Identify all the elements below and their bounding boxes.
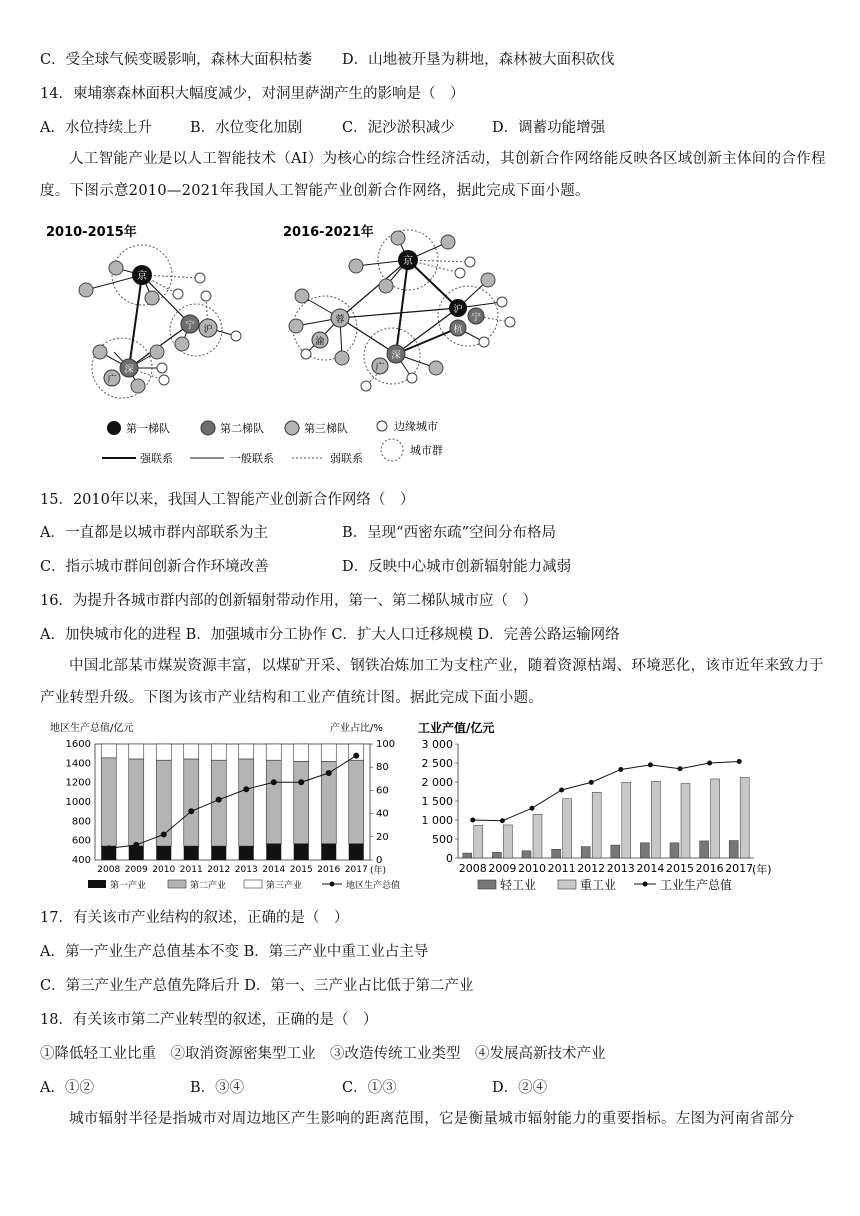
svg-text:第一梯队: 第一梯队 [126, 422, 170, 435]
bar-secondary [129, 759, 144, 846]
bar-primary [129, 846, 144, 860]
q18-option-d: D．②④ [492, 1080, 548, 1096]
chart1-ytick-left: 1600 [65, 739, 91, 750]
chart2-ytick: 2 500 [421, 757, 453, 770]
bar-heavy-industry [681, 784, 690, 858]
industry-structure-chart [40, 716, 420, 896]
chart2-ytick: 0 [446, 852, 453, 865]
chart1-ytick-right: 60 [376, 785, 389, 797]
bar-heavy-industry [503, 825, 512, 858]
chart1-xtick: 2015 [289, 865, 313, 875]
gdp-point [353, 753, 359, 759]
network-title-right: 2016-2021年 [283, 225, 374, 240]
gdp-point [271, 779, 277, 785]
svg-text:城市群: 城市群 [410, 444, 443, 457]
chart2-ytick: 1 500 [421, 795, 453, 808]
chart2-xtick: 2012 [577, 862, 606, 875]
bar-tertiary [101, 744, 116, 758]
bar-secondary [211, 760, 226, 846]
gdp-point [243, 786, 249, 792]
q18-option-b: B．③④ [190, 1080, 245, 1096]
q15-option-b: B．呈现“西密东疏”空间分布格局 [342, 525, 556, 541]
chart2-xtick: 2010 [518, 862, 546, 875]
chart1-legend [88, 879, 400, 891]
svg-text:宁: 宁 [471, 313, 481, 323]
svg-text:工业生产总值: 工业生产总值 [660, 878, 733, 892]
svg-text:第一产业: 第一产业 [110, 881, 147, 891]
bar-light-industry [729, 841, 738, 858]
total-output-point [737, 759, 742, 764]
svg-text:京: 京 [403, 256, 413, 267]
chart1-xtick: 2014 [262, 865, 286, 875]
chart1-ytick-left: 600 [71, 835, 91, 847]
bar-primary [294, 844, 309, 860]
total-output-point [678, 766, 683, 771]
bar-primary [239, 846, 254, 860]
q14-option-c: C．泥沙淤积减少 [342, 120, 455, 136]
total-output-point [589, 780, 594, 785]
svg-text:沪: 沪 [453, 305, 463, 315]
svg-text:第三梯队: 第三梯队 [304, 422, 348, 435]
intro-coal-paragraph: 中国北部某市煤炭资源丰富，以煤矿开采、钢铁冶炼加工为支柱产业，随着资源枯竭、环境恶化，该市近年来致力于产业转型升级。下图为该市产业结构和工业产值统计图。据此完成下面小题。 [40, 658, 824, 706]
bar-light-industry [492, 852, 501, 858]
bar-secondary [101, 758, 116, 846]
svg-text:地区生产总值: 地区生产总值 [346, 881, 401, 891]
chart2-ytick: 3 000 [421, 738, 453, 751]
svg-text:第二梯队: 第二梯队 [220, 422, 264, 435]
chart2-ytick: 1 000 [421, 814, 453, 827]
chart1-xtick: 2016 [317, 865, 341, 875]
chart1-ylabel-right: 产业占比/% [330, 723, 383, 734]
svg-text:一般联系: 一般联系 [230, 452, 274, 465]
q14-option-d: D．调蓄功能增强 [492, 120, 606, 136]
chart1-xtick: 2017 [344, 865, 368, 875]
chart1-xtick: 2013 [234, 865, 258, 875]
svg-text:第三产业: 第三产业 [266, 881, 303, 891]
bar-light-industry [581, 847, 590, 858]
bar-primary [349, 844, 364, 860]
svg-text:弱联系: 弱联系 [330, 452, 363, 465]
bar-heavy-industry [740, 777, 749, 858]
chart2-xtick: 2016 [695, 862, 724, 875]
bar-tertiary [294, 744, 309, 761]
gdp-line [109, 756, 357, 849]
bar-primary [266, 844, 281, 860]
svg-text:渝: 渝 [315, 337, 325, 347]
bar-tertiary [266, 744, 281, 760]
bar-primary [184, 846, 199, 860]
q15-option-a: A．一直都是以城市群内部联系为主 [40, 525, 268, 541]
total-output-point [648, 762, 653, 767]
bar-secondary [294, 761, 309, 843]
chart1-ytick-right: 40 [376, 808, 389, 820]
chart1-xtick: 2010 [152, 865, 176, 875]
bar-primary [156, 846, 171, 860]
chart2-ytick: 500 [432, 833, 453, 846]
chart1-ytick-left: 1200 [65, 777, 91, 789]
q15-option-c: C．指示城市群间创新合作环境改善 [40, 559, 269, 575]
svg-text:沪: 沪 [203, 325, 213, 335]
gdp-point [106, 845, 112, 851]
svg-text:重工业: 重工业 [580, 878, 617, 892]
gdp-point [298, 779, 304, 785]
network-title-left: 2010-2015年 [46, 225, 137, 240]
chart2-legend [478, 877, 732, 892]
total-output-point [530, 806, 535, 811]
bar-tertiary [321, 744, 336, 761]
q17-options-cd: C．第三产业生产总值先降后升 D．第一、三产业占比低于第二产业 [40, 978, 474, 994]
total-output-point [470, 818, 475, 823]
bar-secondary [239, 759, 254, 846]
svg-text:宁: 宁 [185, 321, 195, 331]
chart2-xtick: 2009 [488, 862, 517, 875]
chart1-ytick-left: 1000 [65, 797, 91, 808]
bar-heavy-industry [474, 825, 483, 858]
chart1-ytick-left: 400 [71, 855, 91, 866]
chart1-xunit: (年) [370, 866, 387, 876]
bar-light-industry [463, 853, 472, 858]
bar-tertiary [211, 744, 226, 760]
q17-options-ab: A．第一产业生产总值基本不变 B．第三产业中重工业占主导 [40, 944, 429, 960]
gdp-point [216, 797, 222, 803]
gdp-point [188, 808, 194, 814]
bar-heavy-industry [622, 782, 631, 858]
q16-options: A．加快城市化的进程 B．加强城市分工协作 C．扩大人口迁移规模 D．完善公路运输网络 [40, 627, 620, 643]
svg-text:杭: 杭 [453, 325, 463, 335]
bar-tertiary [184, 744, 199, 759]
question-15: 15．2010年以来，我国人工智能产业创新合作网络（ ） [40, 492, 415, 508]
total-output-point [707, 761, 712, 766]
chart2-xtick: 2015 [666, 862, 694, 875]
chart1-ytick-right: 80 [376, 762, 389, 774]
chart1-ytick-right: 20 [376, 831, 389, 843]
chart2-xtick: 2017 [725, 862, 754, 875]
chart1-ytick-right: 100 [376, 739, 396, 750]
gdp-point [326, 770, 332, 776]
q14-option-b: B．水位变化加剧 [190, 120, 303, 136]
q15-option-d: D．反映中心城市创新辐射能力减弱 [342, 559, 572, 575]
svg-text:边缘城市: 边缘城市 [394, 420, 438, 433]
svg-text:蓉: 蓉 [335, 315, 345, 325]
svg-text:深: 深 [391, 351, 401, 361]
chart2-xtick: 2013 [606, 862, 635, 875]
question-18: 18．有关该市第二产业转型的叙述，正确的是（ ） [40, 1012, 378, 1028]
chart1-ylabel-left: 地区生产总值/亿元 [50, 723, 134, 734]
svg-text:京: 京 [137, 271, 147, 282]
chart2-xtick: 2014 [636, 862, 665, 875]
svg-text:深: 深 [124, 365, 134, 375]
total-output-line [473, 761, 739, 820]
chart2-ylabel: 工业产值/亿元 [418, 721, 495, 735]
bar-light-industry [640, 843, 649, 858]
q18-items: ①降低轻工业比重 ②取消资源密集型工业 ③改造传统工业类型 ④发展高新技术产业 [40, 1046, 606, 1062]
gdp-point [161, 831, 167, 837]
bar-heavy-industry [563, 799, 572, 858]
q13-option-c: C．受全球气候变暖影响，森林大面积枯萎 [40, 52, 313, 68]
network-legend [102, 419, 443, 465]
question-17: 17．有关该市产业结构的叙述，正确的是（ ） [40, 910, 349, 926]
bar-secondary [184, 759, 199, 846]
chart1-ytick-left: 1400 [65, 758, 91, 770]
svg-text:广: 广 [107, 375, 117, 385]
bar-light-industry [611, 845, 620, 858]
bar-primary [321, 844, 336, 860]
chart2-ytick: 2 000 [421, 776, 453, 789]
bar-primary [211, 846, 226, 860]
svg-text:第二产业: 第二产业 [190, 881, 227, 891]
bar-secondary [266, 760, 281, 844]
chart1-ytick-left: 800 [71, 816, 91, 828]
svg-text:轻工业: 轻工业 [500, 878, 537, 892]
chart1-xtick: 2012 [207, 865, 231, 875]
total-output-point [618, 767, 623, 772]
bar-tertiary [129, 744, 144, 759]
chart2-xtick: 2008 [458, 862, 487, 875]
ai-network-diagram [40, 218, 520, 470]
bar-heavy-industry [533, 814, 542, 858]
svg-text:广: 广 [375, 363, 385, 373]
bar-tertiary [239, 744, 254, 759]
chart2-xunit: (年) [752, 863, 772, 876]
chart2-xtick: 2011 [547, 862, 576, 875]
gdp-point [133, 842, 139, 848]
bar-heavy-industry [592, 792, 601, 858]
question-16: 16．为提升各城市群内部的创新辐射带动作用，第一、第二梯队城市应（ ） [40, 593, 537, 609]
question-14: 14．柬埔寨森林面积大幅度减少，对洞里萨湖产生的影响是（ ） [40, 86, 465, 102]
bar-light-industry [670, 843, 679, 858]
industrial-output-chart [412, 716, 792, 896]
intro-ai-paragraph: 人工智能产业是以人工智能技术（AI）为核心的综合性经济活动，其创新合作网络能反映各区域创新主体间的合作程度。下图示意2010—2021年我国人工智能产业创新合作网络，据此完成下面小题。 [40, 151, 826, 199]
total-output-point [559, 787, 564, 792]
bar-heavy-industry [711, 779, 720, 858]
svg-text:强联系: 强联系 [140, 452, 173, 465]
total-output-point [500, 818, 505, 823]
bar-light-industry [700, 841, 709, 858]
q18-option-c: C．①③ [342, 1080, 397, 1096]
bar-tertiary [156, 744, 171, 760]
bar-light-industry [522, 851, 531, 858]
chart1-xtick: 2009 [124, 865, 148, 875]
bar-heavy-industry [651, 781, 660, 858]
bar-light-industry [552, 849, 561, 858]
network-right [289, 230, 515, 391]
chart1-xtick: 2008 [97, 865, 121, 875]
chart1-ytick-right: 0 [376, 855, 383, 866]
chart1-xtick: 2011 [179, 865, 203, 875]
q18-option-a: A．①② [40, 1080, 94, 1096]
q13-option-d: D．山地被开垦为耕地，森林被大面积砍伐 [342, 52, 615, 68]
q14-option-a: A．水位持续上升 [40, 120, 152, 136]
intro-city-paragraph: 城市辐射半径是指城市对周边地区产生影响的距离范围，它是衡量城市辐射能力的重要指标。左图为河南省部分 [69, 1111, 795, 1127]
bar-secondary [349, 760, 364, 844]
network-left [79, 245, 241, 398]
